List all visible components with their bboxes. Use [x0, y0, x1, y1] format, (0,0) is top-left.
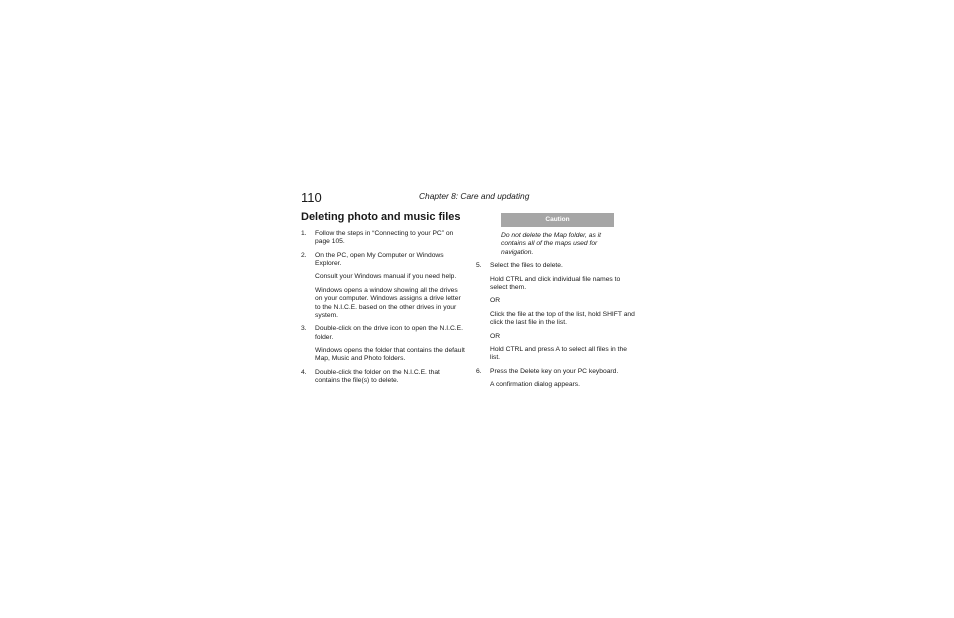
step-text: Double-click on the drive icon to open the N.I.C.E. folder.: [315, 325, 463, 341]
step-5: [476, 262, 638, 363]
step-text: Select the files to delete.: [490, 262, 563, 270]
step-note: Consult your Windows manual if you need help.: [315, 273, 457, 281]
step-4: [301, 369, 465, 386]
step-1: [301, 230, 465, 247]
caution-text: Do not delete the Map folder, as it contains all of the maps used for navigation.: [501, 232, 602, 256]
or-separator: OR: [490, 297, 501, 305]
step-note: Hold CTRL and press A to select all files in the list.: [490, 346, 627, 362]
or-separator: OR: [490, 332, 501, 340]
step-6: [476, 368, 638, 390]
step-2: [301, 252, 465, 321]
step-number: 3.: [301, 325, 307, 333]
step-text: Press the Delete key on your PC keyboard.: [490, 367, 619, 375]
step-text: Double-click the folder on the N.I.C.E. that contains the file(s) to delete.: [315, 368, 440, 385]
step-number: 2.: [301, 251, 307, 259]
step-note: Click the file at the top of the list, hold SHIFT and click the last file in the list.: [490, 310, 635, 327]
left-column: [301, 230, 465, 385]
step-number: 4.: [301, 368, 307, 376]
chapter-header: Chapter 8: Care and updating: [419, 191, 530, 201]
step-text: On the PC, open My Computer or Windows Explorer.: [315, 251, 444, 268]
caution-label: Caution: [501, 213, 614, 227]
step-3: [301, 325, 465, 364]
caution-box: [501, 213, 614, 257]
right-column: [476, 213, 638, 389]
step-note: Windows opens a window showing all the drives on your computer. Windows assigns a drive letter to the N.I.C.E. based on the other drives in your system.: [315, 286, 461, 320]
step-note: Hold CTRL and click individual file names to select them.: [490, 275, 621, 292]
page-number: 110: [301, 190, 322, 205]
step-number: 5.: [476, 262, 482, 270]
step-number: 6.: [476, 367, 482, 375]
step-number: 1.: [301, 230, 307, 237]
section-title: Deleting photo and music files: [301, 211, 461, 223]
step-note: A confirmation dialog appears.: [490, 381, 580, 389]
step-note: Windows opens the folder that contains the default Map, Music and Photo folders.: [315, 347, 465, 363]
step-text: Follow the steps in “Connecting to your PC” on page 105.: [315, 230, 454, 246]
